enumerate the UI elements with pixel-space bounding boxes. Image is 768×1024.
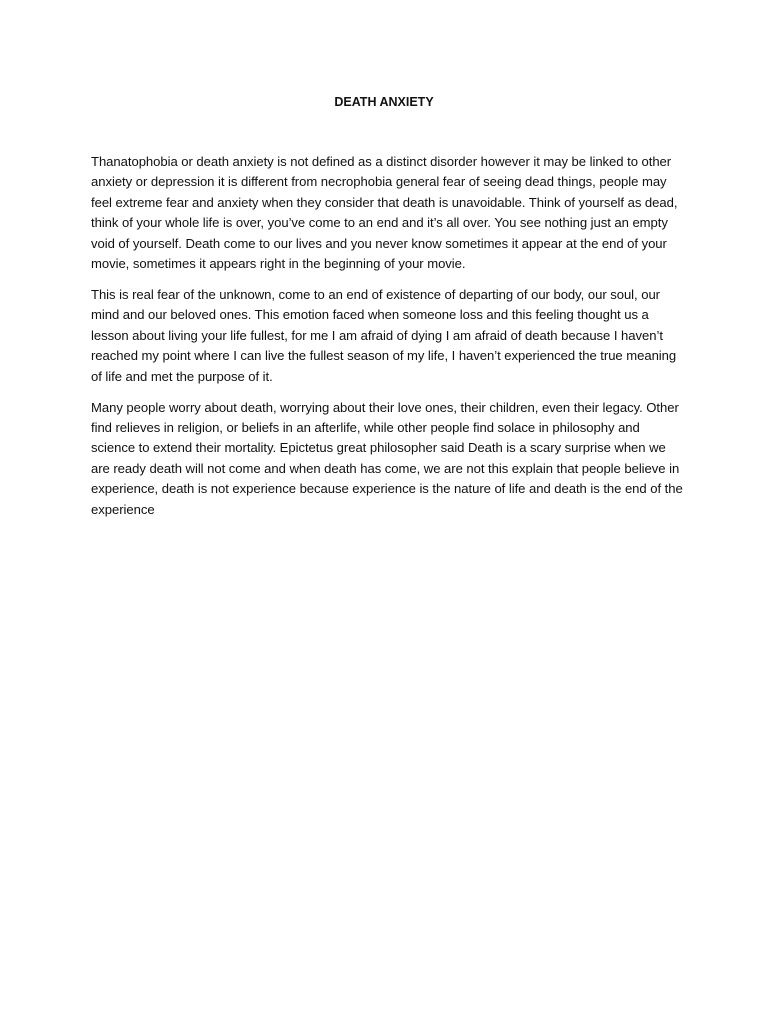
paragraph-3: Many people worry about death, worrying about their love ones, their children, even their legacy. Other find relieves in religion, or beliefs in an afterlife, while other people find solace in philosophy and science to extend their mortality. Epictetus great philosopher said Death is a scary surprise when we are ready death will not come and when death has come, we are not this explain that people believe in experience, death is not experience because experience is the nature of life and death is the end of the experience (91, 399, 683, 517)
document-body (91, 152, 683, 531)
paragraph-2: This is real fear of the unknown, come to an end of existence of departing of our body, our soul, our mind and our beloved ones. This emotion faced when someone loss and this feeling thought us a lesson about living your life fullest, for me I am afraid of dying I am afraid of death because I haven’t reached my point where I can live the fullest season of my life, I haven’t experienced the true meaning of life and met the purpose of it. (91, 287, 677, 384)
document-title: DEATH ANXIETY (334, 95, 434, 109)
paragraph-1: Thanatophobia or death anxiety is not defined as a distinct disorder however it may be linked to other anxiety or depression it is different from necrophobia general fear of seeing dead things, people may feel extreme fear and anxiety when they consider that death is unavoidable. Think of yourself as dead, think of your whole life is over, you’ve come to an end and it’s all over. You see nothing just an empty void of yourself. Death come to our lives and you never know sometimes it appear at the end of your movie, sometimes it appears right in the beginning of your movie. (91, 154, 678, 272)
